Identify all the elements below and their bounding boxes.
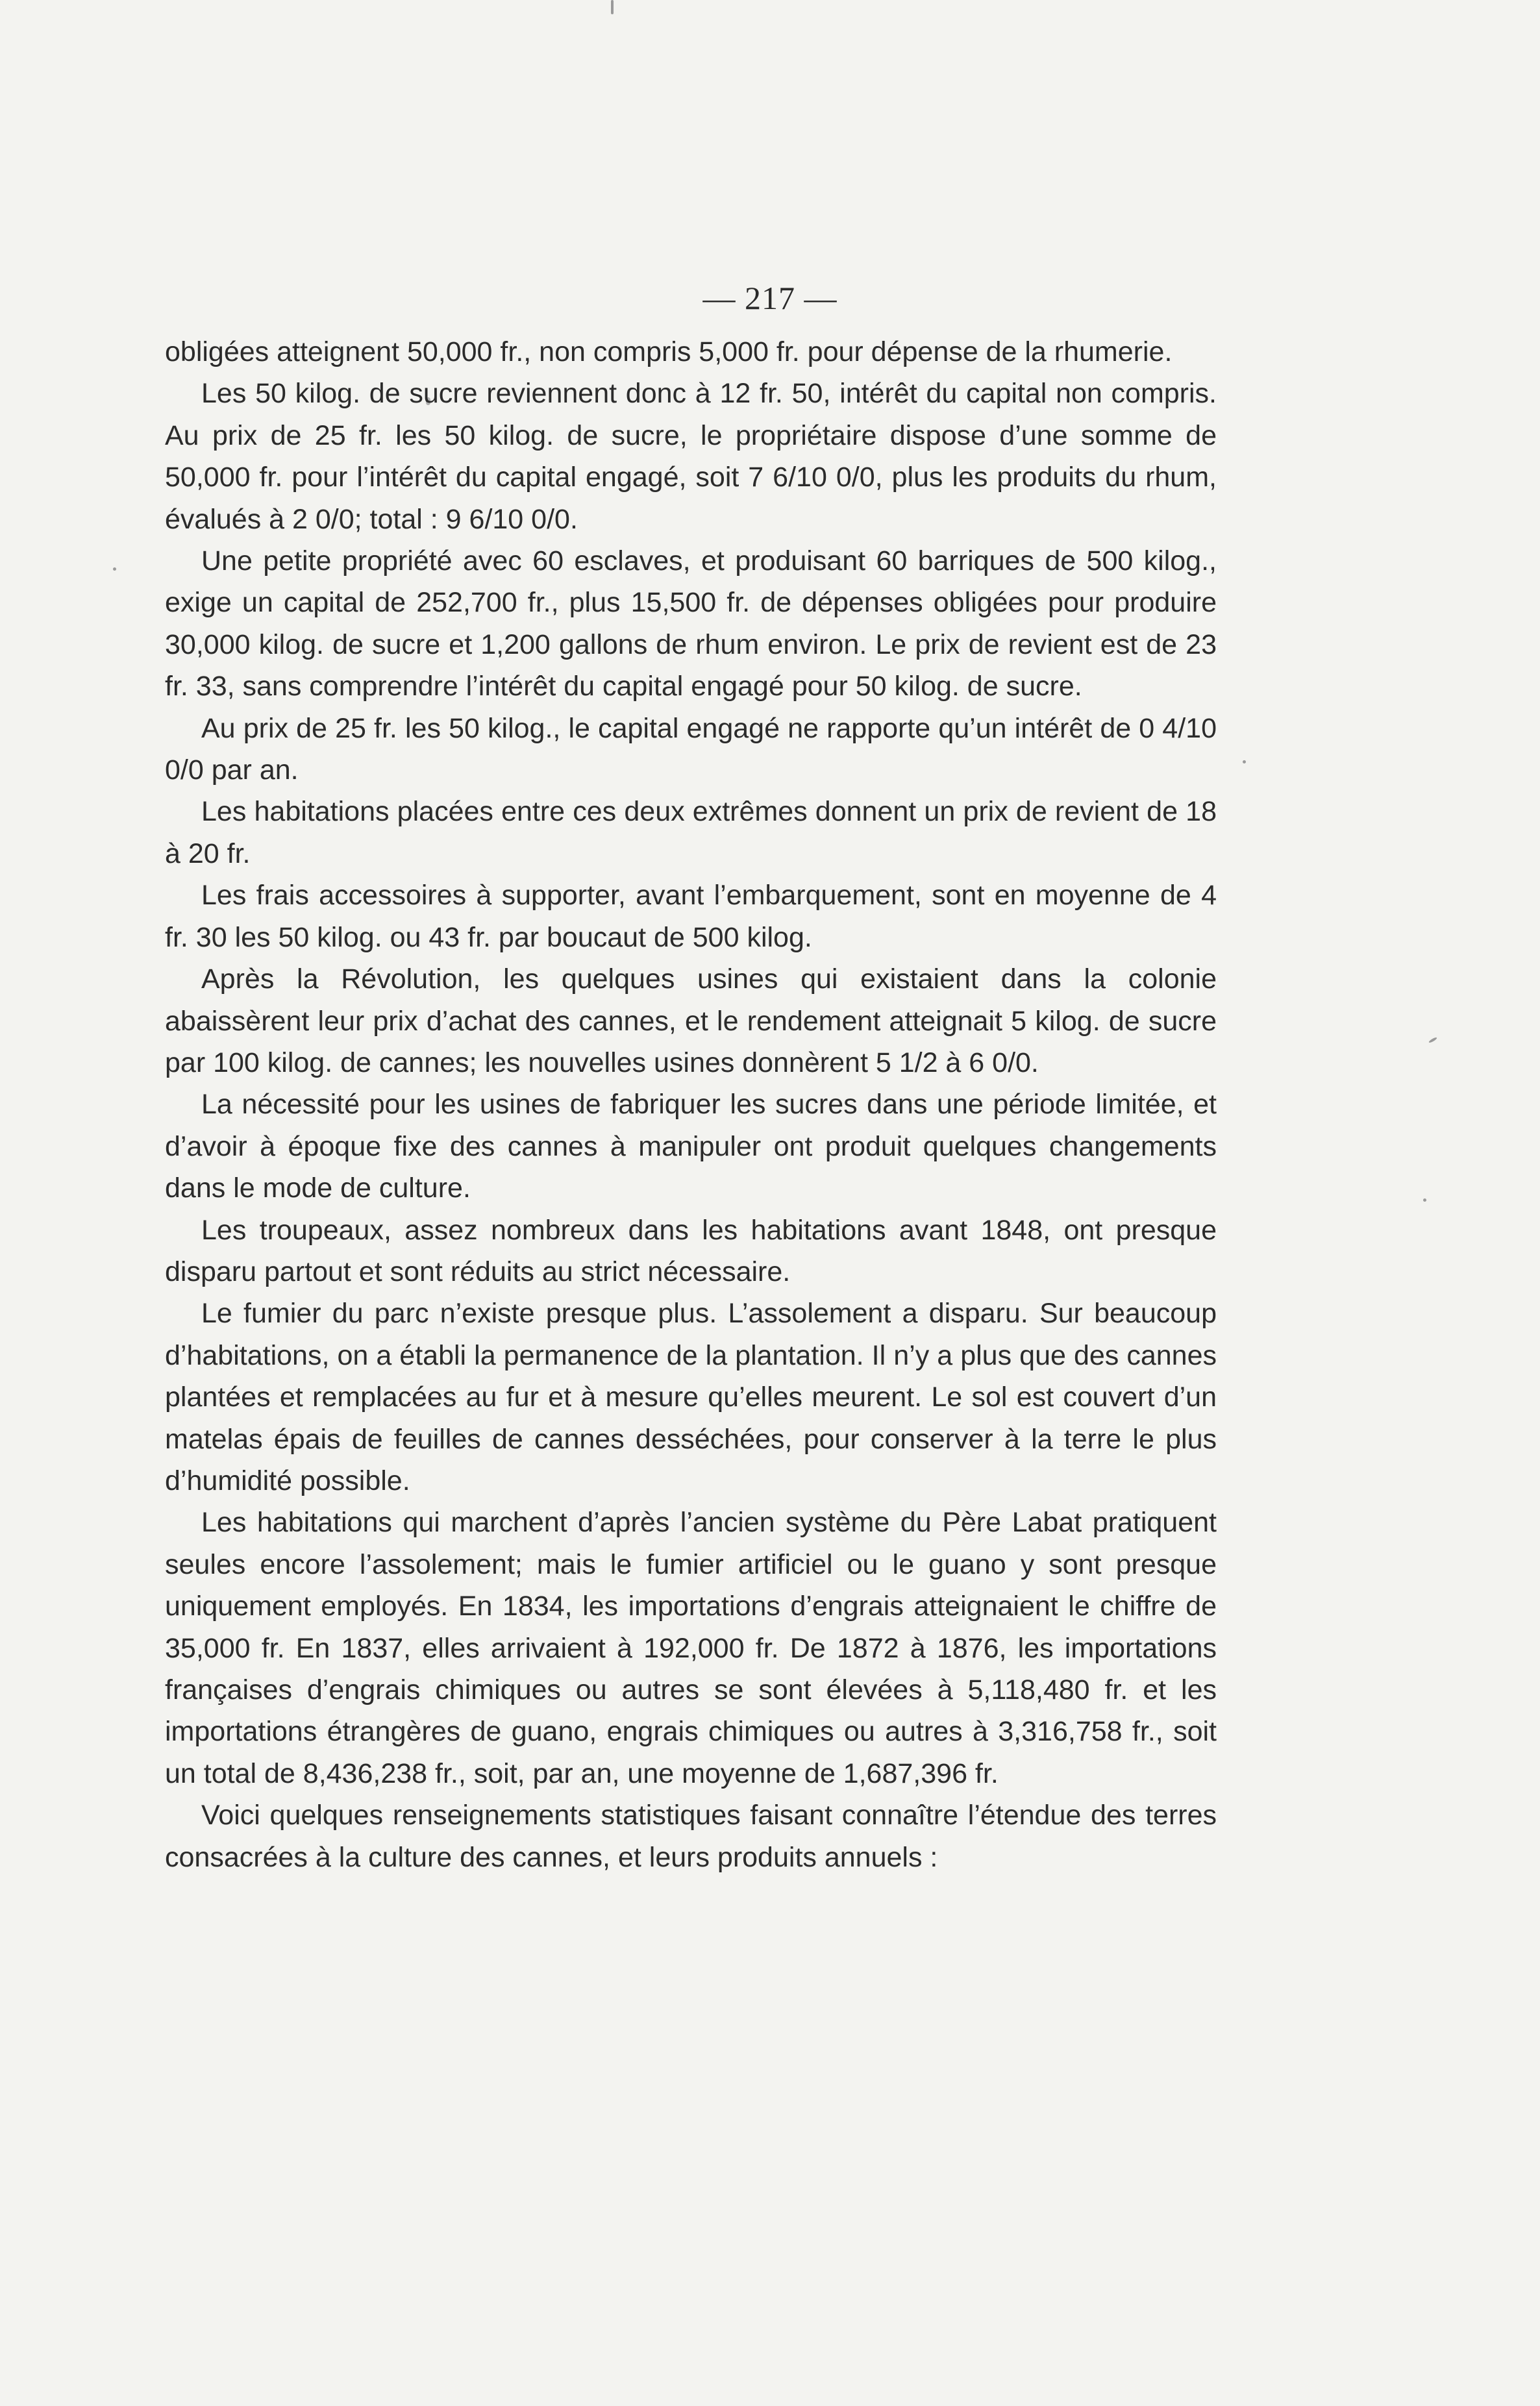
paragraph: Les troupeaux, assez nombreux dans les habitations avant 1848, ont presque disparu partout et sont réduits au strict nécessaire.	[165, 1214, 1217, 1287]
scan-speck	[611, 0, 614, 14]
scan-speck	[1428, 1037, 1437, 1043]
paragraph: obligées atteignent 50,000 fr., non compris 5,000 fr. pour dépense de la rhumerie.	[165, 336, 1173, 367]
paragraph: Une petite propriété avec 60 esclaves, et produisant 60 barriques de 500 kilog., exige un capital de 252,700 fr., plus 15,500 fr. de dépenses obligées pour produire 30,000 kilog. de sucre et 1,200 gallons de rhum environ. Le prix de revient est de 23 fr. 33, sans comprendre l’intérêt du capital engagé pour 50 kilog. de sucre.	[165, 545, 1217, 702]
paragraph: Les habitations placées entre ces deux extrêmes donnent un prix de revient de 18 à 20 fr.	[165, 796, 1217, 869]
paragraph: Les habitations qui marchent d’après l’ancien système du Père Labat pratiquent seules encore l’assolement; mais le fumier artificiel ou le guano y sont presque uniquement employés. En 1834, les importations d’engrais atteignaient le chiffre de 35,000 fr. En 1837, elles arrivaient à 192,000 fr. De 1872 à 1876, les importations françaises d’engrais chimiques ou autres se sont élevées à 5,118,480 fr. et les importations étrangères de guano, engrais chimiques ou autres à 3,316,758 fr., soit un total de 8,436,238 fr., soit, par an, une moyenne de 1,687,396 fr.	[165, 1507, 1217, 1789]
paragraph: Après la Révolution, les quelques usines qui existaient dans la colonie abaissèrent leur prix d’achat des cannes, et le rendement atteignait 5 kilog. de sucre par 100 kilog. de cannes; les nouvelles usines donnèrent 5 1/2 à 6 0/0.	[165, 963, 1217, 1078]
page-number: — 217 —	[702, 280, 838, 316]
scan-speck	[1243, 760, 1246, 763]
paragraph: La nécessité pour les usines de fabriquer les sucres dans une période limitée, et d’avoir à époque fixe des cannes à manipuler ont produit quelques changements dans le mode de culture.	[165, 1089, 1217, 1204]
paragraph: Les frais accessoires à supporter, avant l’embarquement, sont en moyenne de 4 fr. 30 les 50 kilog. ou 43 fr. par boucaut de 500 kilog.	[165, 880, 1217, 953]
scan-speck	[1423, 1198, 1426, 1202]
paragraph: Les 50 kilog. de sucre reviennent donc à 12 fr. 50, intérêt du capital non compris. Au prix de 25 fr. les 50 kilog. de sucre, le propriétaire dispose d’une somme de 50,000 fr. pour l’intérêt du capital engagé, soit 7 6/10 0/0, plus les produits du rhum, évalués à 2 0/0; total : 9 6/10 0/0.	[165, 378, 1217, 535]
scan-speck	[113, 567, 116, 571]
paragraph: Au prix de 25 fr. les 50 kilog., le capital engagé ne rapporte qu’un intérêt de 0 4/10 0/0 par an.	[165, 712, 1217, 786]
paragraph: Voici quelques renseignements statistiques faisant connaître l’étendue des terres consacrées à la culture des cannes, et leurs produits annuels :	[165, 1800, 1217, 1873]
body-text	[165, 331, 1217, 1878]
paragraph: Le fumier du parc n’existe presque plus. L’assolement a disparu. Sur beaucoup d’habitations, on a établi la permanence de la plantation. Il n’y a plus que des cannes plantées et remplacées au fur et à mesure qu’elles meurent. Le sol est couvert d’un matelas épais de feuilles de cannes desséchées, pour conserver à la terre le plus d’humidité possible.	[165, 1298, 1217, 1496]
